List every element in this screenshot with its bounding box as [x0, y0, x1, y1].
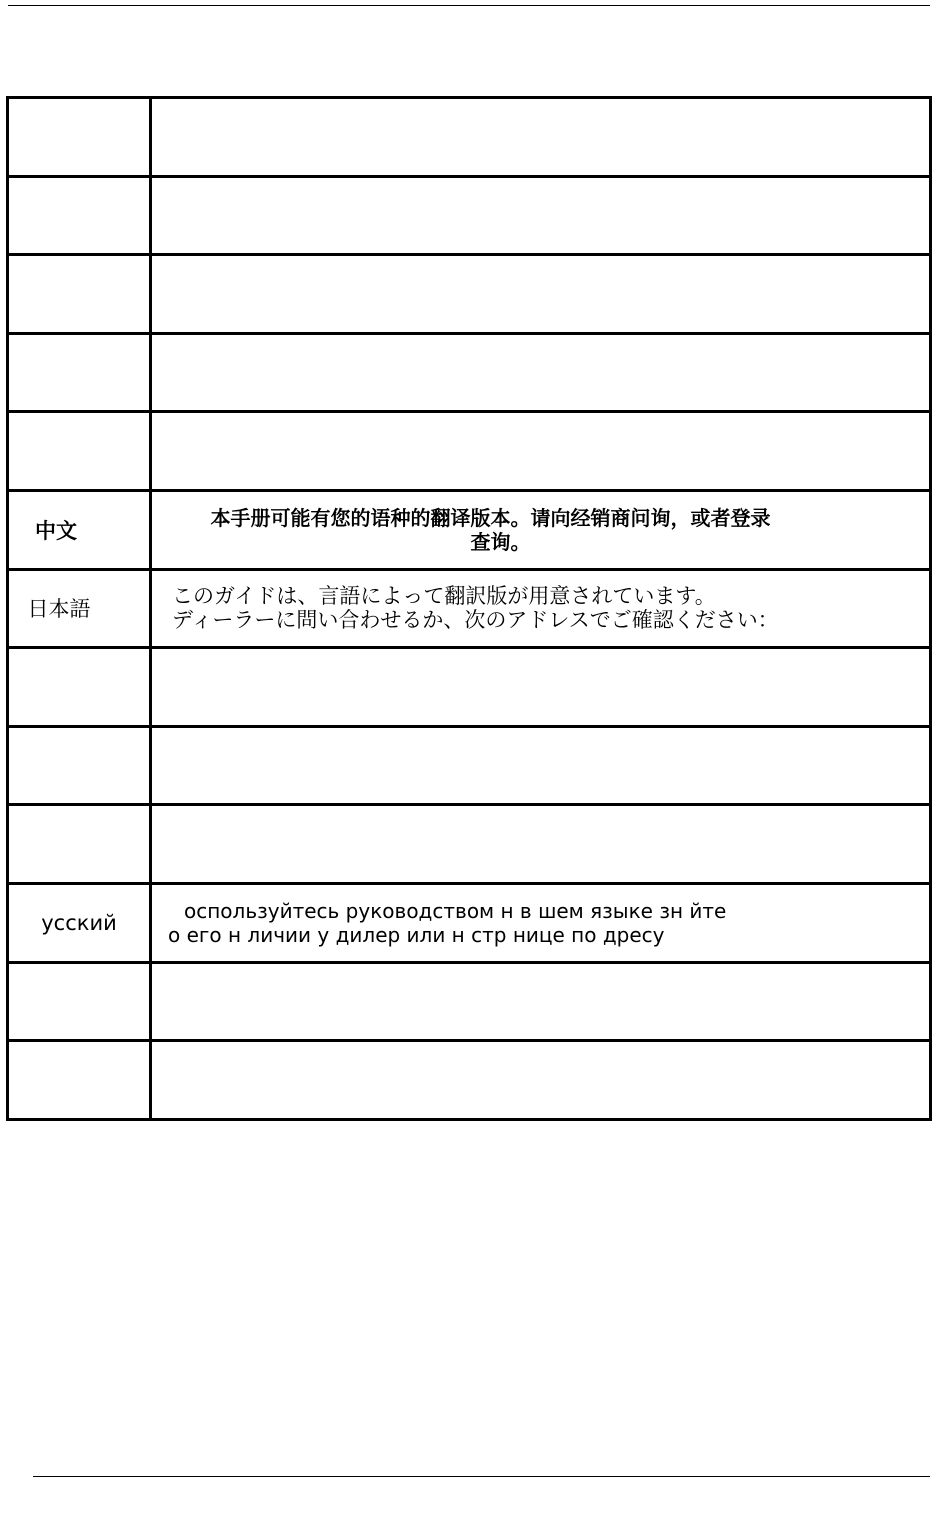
message-line: このガイドは、言語によって翻訳版が用意されています。: [172, 584, 716, 609]
message-cell: [151, 1041, 931, 1120]
language-label: 日本語: [27, 597, 91, 622]
table-row: [8, 176, 931, 255]
language-cell-japanese: [8, 569, 151, 648]
bottom-rule: [33, 1476, 930, 1477]
table-row: [8, 255, 931, 334]
message-cell-russian: [151, 884, 931, 963]
language-label: усский: [41, 910, 117, 935]
message-cell: [151, 98, 931, 177]
message-cell: [151, 805, 931, 884]
message-line: оспользуйтесь руководством н в шем языке зн йте: [184, 898, 727, 923]
table-row: [8, 805, 931, 884]
language-cell: [8, 1041, 151, 1120]
table-row-chinese: [8, 491, 931, 570]
message-line: ディーラーに問い合わせるか、次のアドレスでご確認ください：: [172, 608, 779, 633]
language-cell: [8, 333, 151, 412]
message-cell: [151, 412, 931, 491]
language-availability-table: [6, 96, 932, 1121]
language-cell: [8, 648, 151, 727]
language-cell-chinese: [8, 491, 151, 570]
table-row: [8, 412, 931, 491]
table-row-russian: [8, 884, 931, 963]
language-label: 中文: [35, 518, 77, 543]
message-cell: [151, 726, 931, 805]
table-row: [8, 648, 931, 727]
language-cell: [8, 805, 151, 884]
message-cell: [151, 333, 931, 412]
message-cell-chinese: [151, 491, 931, 570]
message-cell: [151, 962, 931, 1041]
message-cell: [151, 648, 931, 727]
top-rule: [8, 5, 930, 6]
language-cell: [8, 98, 151, 177]
table-row: [8, 98, 931, 177]
table-row: [8, 1041, 931, 1120]
table-row: [8, 962, 931, 1041]
message-line: 查询。: [470, 529, 531, 554]
table-row: [8, 333, 931, 412]
message-cell-japanese: [151, 569, 931, 648]
language-cell-russian: [8, 884, 151, 963]
language-cell: [8, 176, 151, 255]
table-row: [8, 726, 931, 805]
language-cell: [8, 255, 151, 334]
message-line: 本手册可能有您的语种的翻译版本。请向经销商问询，或者登录: [210, 505, 771, 530]
language-cell: [8, 726, 151, 805]
message-cell: [151, 255, 931, 334]
language-cell: [8, 412, 151, 491]
message-line: о его н личии у дилер или н стр нице по дресу: [168, 922, 665, 947]
language-cell: [8, 962, 151, 1041]
message-cell: [151, 176, 931, 255]
table-row-japanese: [8, 569, 931, 648]
